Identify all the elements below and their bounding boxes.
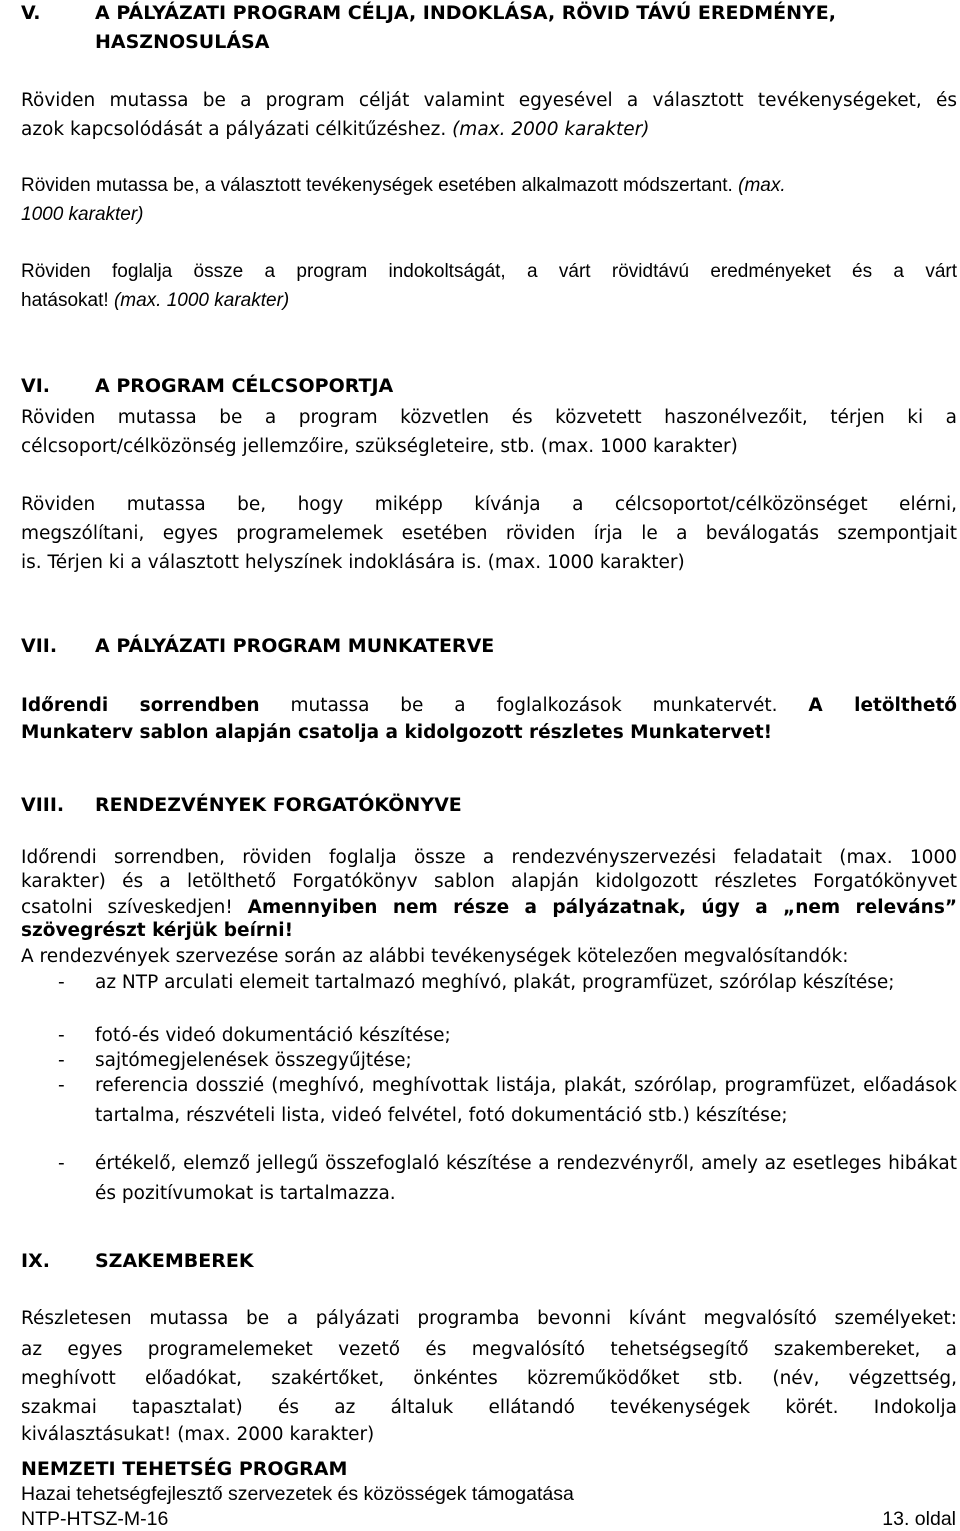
char-limit-note: (max. 2000 karakter) bbox=[452, 119, 650, 140]
section-v-para3-line1: Röviden foglalja össze a program indokoltságát, a várt rövidtávú eredményeket és a várt bbox=[21, 261, 957, 282]
section-v-para1-line1: Röviden mutassa be a program célját valamint egyesével a választott tevékenységeket, és bbox=[21, 90, 957, 111]
bold-text: Amennyiben nem része a pályázatnak, úgy a „nem releváns” bbox=[247, 897, 957, 918]
section-v-title-line2: HASZNOSULÁSA bbox=[95, 31, 270, 53]
section-ix-line4: szakmai tapasztalat) és az általuk ellátandó tevékenységek körét. Indokolja bbox=[21, 1397, 957, 1418]
list-item-text: sajtómegjelenések összegyűjtése; bbox=[95, 1050, 412, 1071]
section-ix-number: IX. bbox=[21, 1250, 50, 1272]
section-v-number: V. bbox=[21, 2, 41, 24]
list-item bbox=[58, 1071, 957, 1130]
section-v-para2-line1 bbox=[21, 171, 957, 201]
list-item-text: értékelő, elemző jellegű összefoglaló készítése a rendezvényről, amely az esetleges hibákat és pozitívumokat is tartalmazza. bbox=[95, 1153, 957, 1204]
para-text: Röviden mutassa be, a választott tevékenységek esetében alkalmazott módszertant. bbox=[21, 175, 733, 196]
list-dash: - bbox=[58, 1025, 65, 1046]
list-item-text: az NTP arculati elemeit tartalmazó meghívó, plakát, programfüzet, szórólap készítése; bbox=[95, 972, 895, 993]
footer-code: NTP-HTSZ-M-16 bbox=[21, 1508, 169, 1530]
section-ix-title: SZAKEMBEREK bbox=[95, 1250, 254, 1272]
section-viii-para1-line2: karakter) és a letölthető Forgatókönyv sablon alapján kidolgozott részletes Forgatókönyvet bbox=[21, 871, 957, 892]
section-ix-line3: meghívott előadókat, szakértőket, önkéntes közreműködőket stb. (név, végzettség, bbox=[21, 1368, 957, 1389]
page-number: 13. oldal bbox=[882, 1508, 956, 1530]
section-viii-title: RENDEZVÉNYEK FORGATÓKÖNYVE bbox=[95, 794, 462, 816]
bold-text: A letölthető bbox=[808, 695, 958, 716]
bold-text: szövegrészt kérjük beírni! bbox=[21, 920, 294, 941]
bold-text: Időrendi sorrendben bbox=[21, 695, 260, 716]
section-v-para1-line2 bbox=[21, 115, 957, 145]
section-vi-para2-line3: is. Térjen ki a választott helyszínek indoklására is. (max. 1000 karakter) bbox=[21, 552, 685, 573]
list-item bbox=[58, 1149, 957, 1208]
list-item bbox=[58, 968, 957, 998]
para-text: csatolni szíveskedjen! bbox=[21, 897, 233, 918]
section-vi-para2-line2: megszólítani, egyes programelemek esetében röviden írja le a beválogatás szempontjait bbox=[21, 523, 957, 544]
section-vi-para1-line1: Röviden mutassa be a program közvetlen és közvetett haszonélvezőit, térjen ki a bbox=[21, 407, 957, 428]
section-vi-para1-line2: célcsoport/célközönség jellemzőire, szükségleteire, stb. (max. 1000 karakter) bbox=[21, 436, 738, 457]
bold-text: Munkaterv sablon alapján csatolja a kidolgozott részletes Munkatervet! bbox=[21, 722, 773, 743]
footer-subtitle: Hazai tehetségfejlesztő szervezetek és közösségek támogatása bbox=[21, 1483, 574, 1505]
section-viii-para2: A rendezvények szervezése során az alábbi tevékenységek kötelezően megvalósítandók: bbox=[21, 946, 849, 967]
section-viii-para1-line1: Időrendi sorrendben, röviden foglalja össze a rendezvényszervezési feladatait (max. 1000 bbox=[21, 847, 957, 868]
list-dash: - bbox=[58, 1050, 65, 1071]
section-ix-line2: az egyes programelemeket vezető és megvalósító tehetségsegítő szakembereket, a bbox=[21, 1339, 957, 1360]
list-item-text: fotó-és videó dokumentáció készítése; bbox=[95, 1025, 451, 1046]
section-v-para3-line2 bbox=[21, 286, 957, 316]
section-vi-number: VI. bbox=[21, 375, 50, 397]
para-text: hatásokat! bbox=[21, 290, 109, 311]
list-dash: - bbox=[58, 972, 65, 993]
section-viii-number: VIII. bbox=[21, 794, 65, 816]
section-vi-title: A PROGRAM CÉLCSOPORTJA bbox=[95, 375, 394, 397]
char-limit-note: (max. bbox=[738, 175, 786, 196]
para-text: mutassa be a foglalkozások munkatervét. bbox=[290, 695, 778, 716]
section-ix-line5: kiválasztásukat! (max. 2000 karakter) bbox=[21, 1424, 375, 1445]
section-ix-line1: Részletesen mutassa be a pályázati programba bevonni kívánt megvalósító személyeket: bbox=[21, 1308, 957, 1329]
footer-title: NEMZETI TEHETSÉG PROGRAM bbox=[21, 1458, 348, 1480]
section-vi-para2-line1: Röviden mutassa be, hogy miképp kívánja a célcsoportot/célközönséget elérni, bbox=[21, 494, 957, 515]
list-dash: - bbox=[58, 1153, 65, 1174]
section-vii-title: A PÁLYÁZATI PROGRAM MUNKATERVE bbox=[95, 635, 495, 657]
list-dash: - bbox=[58, 1075, 65, 1096]
section-vii-number: VII. bbox=[21, 635, 58, 657]
list-item-text: referencia dosszié (meghívó, meghívottak listája, plakát, szórólap, programfüzet, előadások tartalma, részvételi lista, videó felvétel, fotó dokumentáció stb.) készítése; bbox=[95, 1075, 957, 1126]
section-v-para2-line2: 1000 karakter) bbox=[21, 204, 144, 225]
char-limit-note: (max. 1000 karakter) bbox=[113, 290, 290, 311]
para-text: azok kapcsolódását a pályázati célkitűzéshez. bbox=[21, 119, 447, 140]
section-v-title-line1: A PÁLYÁZATI PROGRAM CÉLJA, INDOKLÁSA, RÖVID TÁVÚ EREDMÉNYE, bbox=[95, 2, 836, 24]
section-vii-line2 bbox=[21, 718, 957, 748]
section-vii-line1 bbox=[21, 691, 957, 721]
